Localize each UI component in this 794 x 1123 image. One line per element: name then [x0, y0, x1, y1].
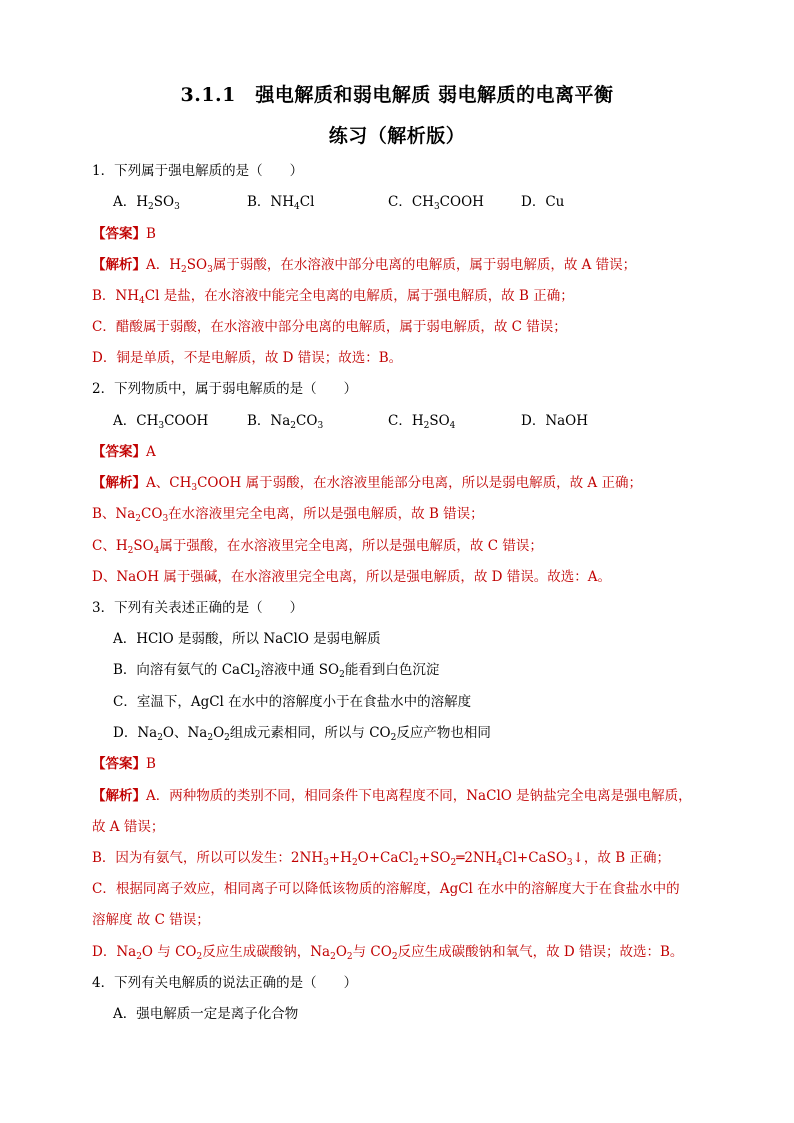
question-1-stem: 1．下列属于强电解质的是（ ）: [92, 163, 304, 179]
question-3-analysis-c-cont: 溶解度 故 C 错误；: [92, 912, 210, 928]
question-1-option-b: B．$NH_4Cl$: [247, 194, 315, 212]
question-1-analysis-c: C．醋酸属于弱酸，在水溶液中部分电离的电解质，属于弱电解质，故 C 错误；: [92, 319, 567, 335]
question-3-option-c: C．室温下，AgCl 在水中的溶解度小于在食盐水中的溶解度: [113, 694, 472, 710]
question-2-analysis-d: D、NaOH 属于强碱，在水溶液里完全电离，所以是强电解质，故 D 错误。故选：A。: [92, 569, 611, 585]
question-4-stem: 4．下列有关电解质的说法正确的是（ ）: [92, 975, 358, 991]
question-2-option-c: C．$H_2SO_4$: [388, 413, 456, 431]
question-3-analysis-d: D．$Na_2O$ 与 $CO_2$反应生成碳酸钠，$Na_2O_2$与 $CO_2$反应生成碳酸钠和氧气，故 D 错误；故选：B。: [92, 944, 684, 962]
question-3-analysis-a: 【解析】A．两种物质的类别不同，相同条件下电离程度不同，NaClO 是钠盐完全电离是强电解质，: [92, 788, 692, 804]
question-2-option-a: A．$CH_3COOH$: [113, 413, 209, 431]
question-3-option-a: A．HClO 是弱酸，所以 NaClO 是弱电解质: [113, 631, 381, 647]
question-1-analysis-d: D．铜是单质，不是电解质，故 D 错误；故选：B。: [92, 350, 403, 366]
question-3-option-d: D．$Na_2O$、$Na_2O_2$组成元素相同，所以与 $CO_2$反应产物也相同: [113, 725, 491, 743]
question-3-answer: 【答案】B: [92, 756, 156, 772]
question-3-analysis-a-cont: 故 A 错误；: [92, 819, 165, 835]
question-3-analysis-b: B．因为有氨气，所以可以发生：$2NH_3+H_2O+CaCl_2+SO_2═2NH_4Cl+CaSO_3↓$，故 B 正确；: [92, 850, 670, 868]
page-subtitle: 练习（解析版）: [328, 125, 466, 147]
question-3-option-b: B．向溶有氨气的 CaCl$_2$溶液中通 $SO_2$能看到白色沉淀: [113, 662, 440, 680]
page-title: 3.1.1 强电解质和弱电解质 弱电解质的电离平衡: [180, 84, 614, 106]
question-3-stem: 3．下列有关表述正确的是（ ）: [92, 600, 304, 616]
question-2-stem: 2．下列物质中，属于弱电解质的是（ ）: [92, 381, 358, 397]
question-1-analysis-a: 【解析】A．$H_2SO_3$属于弱酸，在水溶液中部分电离的电解质，属于弱电解质，故 A 错误；: [92, 257, 637, 275]
question-3-analysis-c: C．根据同离子效应，相同离子可以降低该物质的溶解度，AgCl 在水中的溶解度大于在食盐水中的: [92, 881, 680, 897]
question-1-answer: 【答案】B: [92, 226, 156, 242]
question-2-option-b: B．$Na_2CO_3$: [247, 413, 324, 431]
question-2-analysis-a: 【解析】A、$CH_3COOH$ 属于弱酸，在水溶液里能部分电离，所以是弱电解质，故 A 正确；: [92, 475, 642, 493]
question-1-option-a: A．$H_2SO_3$: [113, 194, 180, 212]
question-1-option-d: D．Cu: [521, 194, 565, 210]
question-4-option-a: A．强电解质一定是离子化合物: [113, 1006, 299, 1022]
question-1-analysis-b: B．$NH_4Cl$ 是盐，在水溶液中能完全电离的电解质，属于强电解质，故 B 正确；: [92, 288, 574, 306]
question-2-analysis-c: C、$H_2SO_4$属于强酸，在水溶液里完全电离，所以是强电解质，故 C 错误；: [92, 538, 543, 556]
question-2-answer: 【答案】A: [92, 444, 156, 460]
question-2-analysis-b: B、$Na_2CO_3$在水溶液里完全电离，所以是强电解质，故 B 错误；: [92, 506, 484, 524]
question-1-option-c: C．$CH_3COOH$: [388, 194, 484, 212]
question-2-option-d: D．NaOH: [521, 413, 589, 429]
